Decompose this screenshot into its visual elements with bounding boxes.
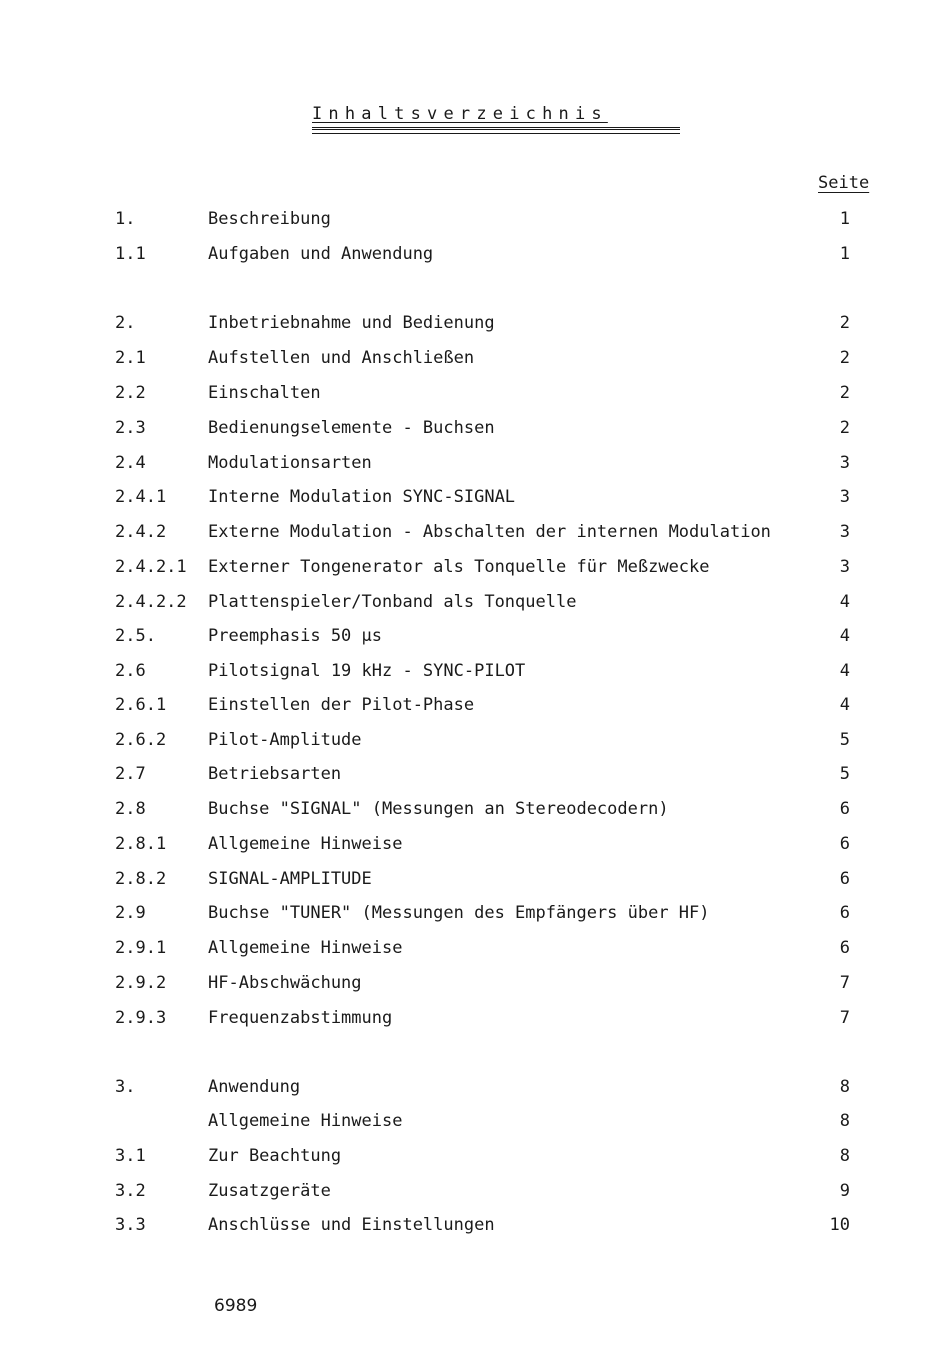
- toc-entry: [0, 1111, 950, 1135]
- toc-entry: [0, 834, 950, 858]
- toc-entry-number: 3.: [115, 1077, 136, 1097]
- toc-entry-number: 2.4: [115, 453, 146, 473]
- page-column-header: Seite: [818, 173, 870, 193]
- toc-entry-label: Externer Tongenerator als Tonquelle für Meßzwecke: [208, 557, 710, 577]
- toc-entry-label: Interne Modulation SYNC-SIGNAL: [208, 487, 516, 507]
- toc-entry-label: Pilot-Amplitude: [208, 730, 362, 750]
- toc-entry-label: Zur Beachtung: [208, 1146, 342, 1166]
- toc-entry-label: Pilotsignal 19 kHz - SYNC-PILOT: [208, 661, 526, 681]
- toc-entry-label: SIGNAL-AMPLITUDE: [208, 869, 372, 889]
- toc-entry-number: 2.8.1: [115, 834, 167, 854]
- toc-entry-number: 1.: [115, 209, 136, 229]
- toc-entry: [0, 592, 950, 616]
- toc-entry-number: 3.1: [115, 1146, 146, 1166]
- toc-entry-number: 2.8.2: [115, 869, 167, 889]
- toc-entry-number: 2.6.2: [115, 730, 167, 750]
- toc-entry-page: 6: [839, 938, 850, 958]
- toc-heading: [312, 104, 684, 134]
- toc-entry-page: 4: [839, 695, 850, 715]
- toc-entry: [0, 418, 950, 442]
- toc-entry-page: 5: [839, 730, 850, 750]
- toc-entry-page: 3: [839, 453, 850, 473]
- toc-entry: [0, 1008, 950, 1032]
- toc-entry-label: Beschreibung: [208, 209, 331, 229]
- toc-entry-page: 4: [839, 592, 850, 612]
- toc-entry: [0, 764, 950, 788]
- document-code: 6989: [214, 1296, 258, 1316]
- toc-entry-page: 7: [839, 1008, 850, 1028]
- toc-entry: [0, 383, 950, 407]
- toc-entry-number: 2.5.: [115, 626, 156, 646]
- toc-entry-number: 2.1: [115, 348, 146, 368]
- toc-entry-page: 6: [839, 834, 850, 854]
- toc-entry-label: Frequenzabstimmung: [208, 1008, 393, 1028]
- toc-entry-page: 1: [839, 244, 850, 264]
- toc-entry-number: 2.2: [115, 383, 146, 403]
- toc-entry-number: 2.9: [115, 903, 146, 923]
- toc-entry-number: 3.3: [115, 1215, 146, 1235]
- toc-entry-number: 2.4.1: [115, 487, 167, 507]
- toc-entry: [0, 730, 950, 754]
- toc-entry-page: 4: [839, 626, 850, 646]
- toc-entry: [0, 313, 950, 337]
- toc-entry-number: 1.1: [115, 244, 146, 264]
- toc-entry-page: 10: [829, 1215, 850, 1235]
- toc-entry-page: 3: [839, 557, 850, 577]
- toc-entry-page: 2: [839, 383, 850, 403]
- toc-entry-page: 8: [839, 1111, 850, 1131]
- toc-entry-page: 8: [839, 1077, 850, 1097]
- toc-entry-label: Betriebsarten: [208, 764, 342, 784]
- toc-entry-label: Zusatzgeräte: [208, 1181, 331, 1201]
- toc-entry-label: Plattenspieler/Tonband als Tonquelle: [208, 592, 577, 612]
- toc-entry-number: 2.: [115, 313, 136, 333]
- toc-entry-label: Allgemeine Hinweise: [208, 938, 403, 958]
- toc-entry-number: 3.2: [115, 1181, 146, 1201]
- toc-entry: [0, 487, 950, 511]
- toc-entry: [0, 244, 950, 268]
- title-double-underline: [312, 127, 680, 134]
- toc-entry-number: 2.3: [115, 418, 146, 438]
- toc-entry-page: 5: [839, 764, 850, 784]
- toc-entry: [0, 626, 950, 650]
- toc-entry-number: 2.7: [115, 764, 146, 784]
- toc-entry-page: 8: [839, 1146, 850, 1166]
- toc-entry-label: Buchse "SIGNAL" (Messungen an Stereodecodern): [208, 799, 669, 819]
- toc-entry-page: 3: [839, 487, 850, 507]
- toc-entry: [0, 1215, 950, 1239]
- toc-entry-label: Anwendung: [208, 1077, 301, 1097]
- toc-entry-label: Allgemeine Hinweise: [208, 834, 403, 854]
- toc-entry-label: Einschalten: [208, 383, 321, 403]
- toc-entry-page: 2: [839, 418, 850, 438]
- toc-entry-label: Buchse "TUNER" (Messungen des Empfängers über HF): [208, 903, 710, 923]
- toc-entry-page: 1: [839, 209, 850, 229]
- toc-entry: [0, 1181, 950, 1205]
- toc-entry: [0, 522, 950, 546]
- toc-entry-page: 6: [839, 869, 850, 889]
- toc-entry-label: HF-Abschwächung: [208, 973, 362, 993]
- toc-entry: [0, 869, 950, 893]
- toc-entry-page: 2: [839, 348, 850, 368]
- toc-entry-number: 2.9.1: [115, 938, 167, 958]
- toc-entry: [0, 938, 950, 962]
- toc-entry-label: Aufgaben und Anwendung: [208, 244, 434, 264]
- toc-entry-number: 2.8: [115, 799, 146, 819]
- toc-entry: [0, 348, 950, 372]
- toc-entry-label: Modulationsarten: [208, 453, 372, 473]
- toc-entry: [0, 453, 950, 477]
- toc-entry-number: 2.6.1: [115, 695, 167, 715]
- toc-entry-page: 6: [839, 903, 850, 923]
- toc-entry-label: Inbetriebnahme und Bedienung: [208, 313, 495, 333]
- page-title: Inhaltsverzeichnis: [312, 104, 608, 124]
- toc-entry-label: Allgemeine Hinweise: [208, 1111, 403, 1131]
- toc-entry: [0, 661, 950, 685]
- toc-entry-page: 2: [839, 313, 850, 333]
- toc-entry: [0, 209, 950, 233]
- toc-entry: [0, 973, 950, 997]
- toc-entry-label: Einstellen der Pilot-Phase: [208, 695, 475, 715]
- toc-entry-label: Bedienungselemente - Buchsen: [208, 418, 495, 438]
- toc-entry-number: 2.9.3: [115, 1008, 167, 1028]
- toc-entry-number: 2.4.2: [115, 522, 167, 542]
- toc-entry-number: 2.9.2: [115, 973, 167, 993]
- toc-entry: [0, 799, 950, 823]
- toc-entry-label: Aufstellen und Anschließen: [208, 348, 475, 368]
- toc-entry-number: 2.4.2.2: [115, 592, 187, 612]
- toc-entry: [0, 557, 950, 581]
- toc-entry-label: Externe Modulation - Abschalten der internen Modulation: [208, 522, 771, 542]
- toc-entry: [0, 903, 950, 927]
- toc-entry-page: 9: [839, 1181, 850, 1201]
- toc-entry-number: 2.4.2.1: [115, 557, 187, 577]
- toc-entry: [0, 1077, 950, 1101]
- toc-entry-page: 7: [839, 973, 850, 993]
- toc-entry: [0, 1146, 950, 1170]
- toc-entry-number: 2.6: [115, 661, 146, 681]
- toc-entry: [0, 695, 950, 719]
- toc-entry-page: 4: [839, 661, 850, 681]
- toc-entry-page: 6: [839, 799, 850, 819]
- toc-entry-label: Preemphasis 50 µs: [208, 626, 382, 646]
- toc-entry-label: Anschlüsse und Einstellungen: [208, 1215, 495, 1235]
- toc-entry-page: 3: [839, 522, 850, 542]
